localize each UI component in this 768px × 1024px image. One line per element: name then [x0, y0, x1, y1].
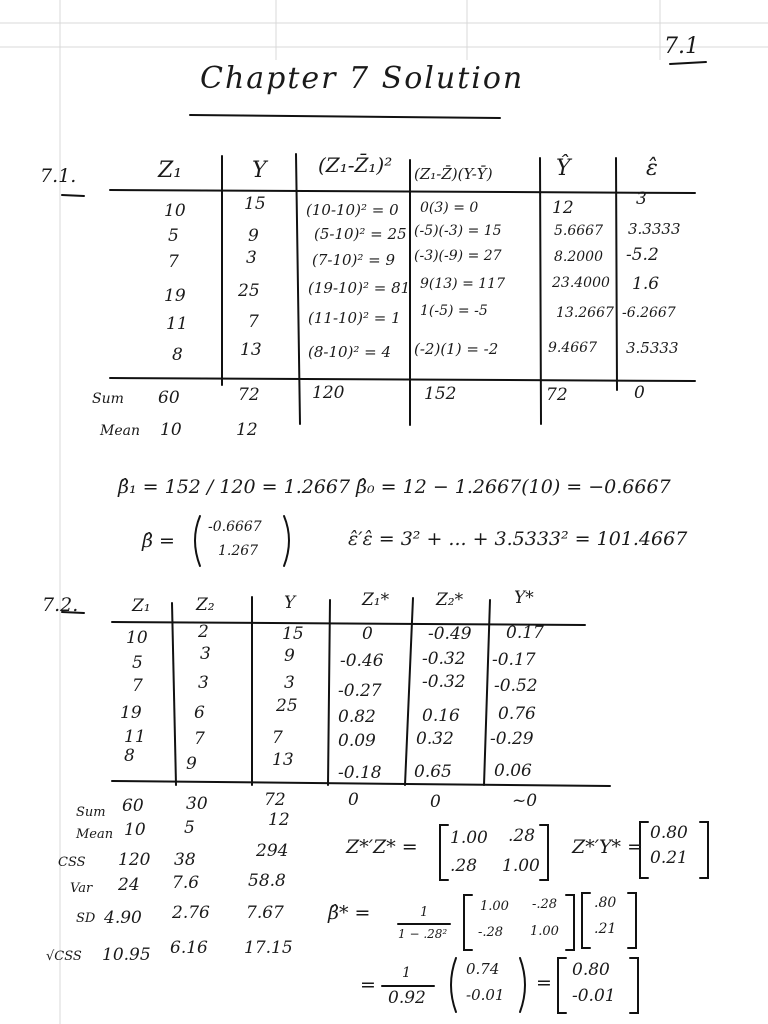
p1-header-z1: Z₁ — [158, 158, 183, 183]
p2-cell-y: 3 — [284, 673, 295, 693]
p2-cell-z2: 3 — [200, 644, 211, 664]
p1-mean-y: 12 — [236, 420, 258, 440]
p2-header-z2star: Z₂* — [436, 590, 464, 610]
p2-cell-z1s: 0 — [362, 624, 373, 644]
p1-cell-z1: 11 — [166, 314, 188, 334]
summary-value: 38 — [174, 850, 196, 870]
p2-cell-y: 15 — [282, 624, 304, 644]
p1-cell-zdev: (10-10)² = 0 — [306, 201, 399, 219]
sse-equation: ε̂′ε̂ = 3² + ... + 3.5333² = 101.4667 — [348, 528, 688, 550]
p1-cell-y: 3 — [246, 248, 257, 268]
p1-sum-yhat: 72 — [546, 385, 568, 405]
p2-cell-y: 7 — [272, 728, 283, 748]
p2-cell-z1s: 0.82 — [338, 707, 376, 727]
p1-cell-zdev: (7-10)² = 9 — [312, 251, 396, 269]
p1-header-y: Y — [252, 158, 267, 183]
summary-value: 17.15 — [244, 938, 293, 958]
p2-cell-z2s: -0.32 — [422, 649, 466, 669]
p1-header-zdev-sq: (Z₁-Z̄₁)² — [318, 153, 393, 177]
p2-cell-z1: 11 — [124, 727, 146, 747]
inv-mat-entry: 1.00 — [480, 899, 509, 914]
p2-cell-z1: 10 — [126, 628, 148, 648]
p2-cell-y: 13 — [272, 750, 294, 770]
summary-value: 72 — [264, 790, 286, 810]
beta-star-label: β̂* = — [328, 902, 371, 924]
p1-cell-resid: 3.3333 — [628, 220, 681, 238]
p2-cell-z1s: -0.46 — [340, 651, 384, 671]
equals-sign: = — [360, 974, 376, 996]
p2-cell-z2s: 0.32 — [416, 729, 454, 749]
page-title: Chapter 7 Solution — [200, 61, 525, 96]
zz-entry: 1.00 — [450, 828, 488, 848]
p1-cell-y: 25 — [238, 281, 260, 301]
p1-sum-label: Sum — [92, 391, 124, 407]
p1-sum-zdev: 120 — [312, 383, 345, 403]
p2-cell-z2s: -0.49 — [428, 624, 472, 644]
p2-header-z1star: Z₁* — [362, 590, 390, 610]
zz-entry: 1.00 — [502, 856, 540, 876]
beta0-equation: β̂₀ = 12 − 1.2667(10) = −0.6667 — [356, 476, 671, 498]
summary-label: Var — [70, 881, 93, 896]
summary-label: SD — [76, 911, 96, 926]
p2-cell-z1: 5 — [132, 653, 143, 673]
p2-cell-ys: 0.06 — [494, 761, 532, 781]
p2-cell-z2: 6 — [194, 703, 205, 723]
summary-label: Sum — [76, 805, 106, 820]
p1-cell-zdev: (11-10)² = 1 — [308, 309, 401, 327]
p1-header-resid: ε̂ — [646, 156, 658, 181]
p1-cell-yhat: 13.2667 — [556, 305, 614, 321]
result-entry: 0.80 — [572, 960, 610, 980]
problem2-label: 7.2. — [42, 594, 79, 616]
zy-entry: 0.21 — [650, 848, 688, 868]
vec2-entry: 0.74 — [466, 960, 500, 978]
p1-header-crossprod: (Z₁-Z̄)(Y-Ȳ) — [414, 165, 493, 183]
p1-cell-cross: 0(3) = 0 — [420, 200, 479, 216]
p2-cell-z1s: -0.18 — [338, 763, 382, 783]
p1-sum-resid: 0 — [634, 383, 645, 403]
vec2-entry: -0.01 — [466, 986, 505, 1004]
summary-value: 294 — [256, 841, 289, 861]
summary-value: 2.76 — [172, 903, 210, 923]
summary-label: √CSS — [46, 949, 82, 964]
p1-sum-cross: 152 — [424, 384, 457, 404]
p2-cell-z1: 8 — [124, 746, 135, 766]
summary-value: 24 — [118, 875, 140, 895]
inv-mat-entry: 1.00 — [530, 924, 559, 939]
inv-frac-den: 1 − .28² — [398, 927, 448, 941]
equals-sign-2: = — [536, 972, 552, 994]
summary-value: 12 — [268, 810, 290, 830]
p2-cell-z1: 7 — [132, 676, 143, 696]
p1-cell-resid: -6.2667 — [622, 305, 676, 321]
p2-cell-z2: 2 — [198, 622, 209, 642]
summary-value: 10.95 — [102, 945, 151, 965]
summary-label: Mean — [76, 827, 114, 842]
p2-cell-ys: -0.52 — [494, 676, 538, 696]
p2-cell-z2: 3 — [198, 673, 209, 693]
p1-cell-yhat: 9.4667 — [548, 340, 597, 356]
zy-entry: 0.80 — [650, 823, 688, 843]
inv-mat-entry: -.28 — [532, 897, 558, 912]
summary-value: 7.67 — [246, 903, 284, 923]
beta-vector-entry: -0.6667 — [208, 519, 262, 535]
p1-cell-resid: 3.5333 — [626, 339, 679, 357]
p1-cell-y: 15 — [244, 194, 266, 214]
p1-cell-z1: 7 — [168, 252, 179, 272]
summary-value: ~0 — [512, 791, 538, 811]
zz-entry: .28 — [450, 856, 478, 876]
p2-cell-ys: -0.29 — [490, 729, 534, 749]
rhs-vec-entry: .21 — [594, 921, 617, 937]
summary-value: 120 — [118, 850, 151, 870]
p1-sum-z1: 60 — [158, 388, 180, 408]
p1-sum-y: 72 — [238, 385, 260, 405]
rhs-vec-entry: .80 — [594, 895, 617, 911]
p1-cell-cross: 9(13) = 117 — [420, 276, 505, 292]
p1-cell-yhat: 12 — [552, 198, 574, 218]
p2-cell-z1s: 0.09 — [338, 731, 376, 751]
p1-cell-resid: 3 — [636, 189, 647, 209]
p1-header-yhat: Ŷ — [556, 156, 571, 181]
p2-cell-z2s: -0.32 — [422, 672, 466, 692]
frac2-num: 1 — [402, 965, 411, 981]
beta-vector-label: β̂ = — [142, 530, 175, 552]
summary-value: 5 — [184, 818, 195, 838]
summary-label: CSS — [58, 855, 86, 870]
p1-mean-z1: 10 — [160, 420, 182, 440]
p2-cell-y: 25 — [276, 696, 298, 716]
p2-header-z2: Z₂ — [196, 595, 215, 615]
summary-value: 60 — [122, 796, 144, 816]
summary-value: 58.8 — [248, 871, 286, 891]
p1-cell-z1: 5 — [168, 226, 179, 246]
page-number: 7.1 — [664, 34, 699, 59]
summary-value: 7.6 — [172, 873, 200, 893]
summary-value: 4.90 — [104, 908, 142, 928]
p2-header-z1: Z₁ — [132, 596, 151, 616]
summary-value: 10 — [124, 820, 146, 840]
summary-value: 0 — [348, 790, 359, 810]
p2-cell-ys: 0.17 — [506, 623, 544, 643]
p1-cell-y: 9 — [248, 226, 259, 246]
p1-cell-y: 7 — [248, 312, 259, 332]
beta1-equation: β̂₁ = 152 / 120 = 1.2667 — [118, 476, 351, 498]
p1-cell-cross: (-5)(-3) = 15 — [414, 223, 502, 239]
p2-cell-y: 9 — [284, 646, 295, 666]
p1-cell-cross: 1(-5) = -5 — [420, 303, 488, 319]
p1-cell-resid: 1.6 — [632, 274, 660, 294]
p2-cell-ys: 0.76 — [498, 704, 536, 724]
p1-cell-cross: (-2)(1) = -2 — [414, 340, 499, 358]
p1-cell-resid: -5.2 — [626, 245, 659, 265]
beta-vector-entry: 1.267 — [218, 543, 259, 559]
p1-cell-z1: 8 — [172, 345, 183, 365]
p1-cell-z1: 10 — [164, 201, 186, 221]
result-entry: -0.01 — [572, 986, 616, 1006]
p1-cell-zdev: (5-10)² = 25 — [314, 225, 407, 243]
p1-cell-yhat: 5.6667 — [554, 223, 603, 239]
p1-cell-z1: 19 — [164, 286, 186, 306]
frac2-den: 0.92 — [388, 988, 426, 1008]
zz-label: Z*′Z* = — [346, 836, 418, 858]
p2-header-ystar: Y* — [514, 588, 534, 608]
p2-cell-z2: 9 — [186, 754, 197, 774]
summary-value: 30 — [186, 794, 208, 814]
p2-cell-z2: 7 — [194, 729, 205, 749]
p1-cell-zdev: (8-10)² = 4 — [308, 343, 392, 361]
p1-cell-yhat: 8.2000 — [554, 249, 603, 265]
p2-header-y: Y — [284, 593, 296, 613]
inv-frac-num: 1 — [420, 905, 429, 920]
p1-mean-label: Mean — [100, 423, 140, 439]
p1-cell-y: 13 — [240, 340, 262, 360]
p1-cell-cross: (-3)(-9) = 27 — [414, 248, 502, 264]
summary-value: 6.16 — [170, 938, 208, 958]
inv-mat-entry: -.28 — [478, 925, 504, 940]
zy-label: Z*′Y* = — [572, 836, 644, 858]
p2-cell-z2s: 0.65 — [414, 762, 452, 782]
summary-value: 0 — [430, 792, 441, 812]
p1-cell-zdev: (19-10)² = 81 — [308, 279, 411, 297]
p1-cell-yhat: 23.4000 — [552, 275, 610, 291]
p2-cell-z1s: -0.27 — [338, 681, 382, 701]
problem1-label: 7.1. — [40, 165, 77, 187]
p2-cell-z1: 19 — [120, 703, 142, 723]
zz-entry: .28 — [508, 826, 536, 846]
p2-cell-ys: -0.17 — [492, 650, 536, 670]
p2-cell-z2s: 0.16 — [422, 706, 460, 726]
